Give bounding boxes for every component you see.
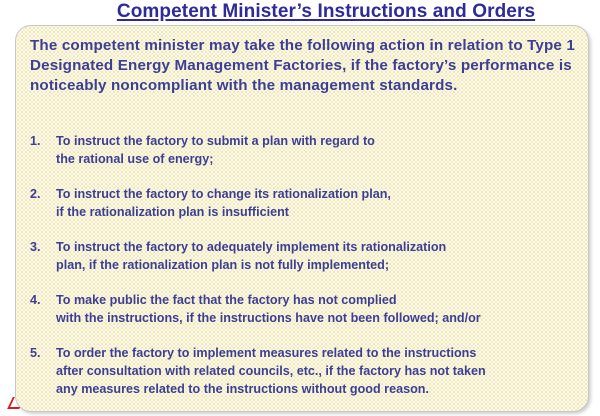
list-item-number: 1. — [30, 134, 41, 148]
list-item — [30, 238, 585, 274]
intro-paragraph: The competent minister may take the following action in relation to Type 1 Designated Energy Management Factories, if the factory’s performance is noticeably noncompliant with the management standards. — [30, 37, 575, 94]
list-item-number: 2. — [30, 187, 41, 201]
list-item-text: To instruct the factory to submit a plan with regard to the rational use of energy; — [56, 134, 375, 166]
list-item — [30, 344, 585, 398]
list-item — [30, 132, 585, 168]
list-item — [30, 185, 585, 221]
list-item-text: To make public the fact that the factory has not complied with the instructions, if the instructions have not been followed; and/or — [56, 293, 481, 325]
content-panel — [15, 25, 589, 412]
list-item-text: To order the factory to implement measures related to the instructions after consultation with related councils, etc., if the factory has not taken any measures related to the instructions without good reason. — [56, 346, 486, 396]
action-list — [30, 132, 585, 412]
list-item-number: 3. — [30, 240, 41, 254]
list-item-text: To instruct the factory to adequately implement its rationalization plan, if the rationalization plan is not fully implemented; — [56, 240, 447, 272]
slide-title: Competent Minister’s Instructions and Orders — [116, 1, 536, 22]
list-item-number: 4. — [30, 293, 41, 307]
list-item-text: To instruct the factory to change its rationalization plan, if the rationalization plan is insufficient — [56, 187, 391, 219]
list-item-number: 5. — [30, 346, 41, 360]
list-item — [30, 291, 585, 327]
